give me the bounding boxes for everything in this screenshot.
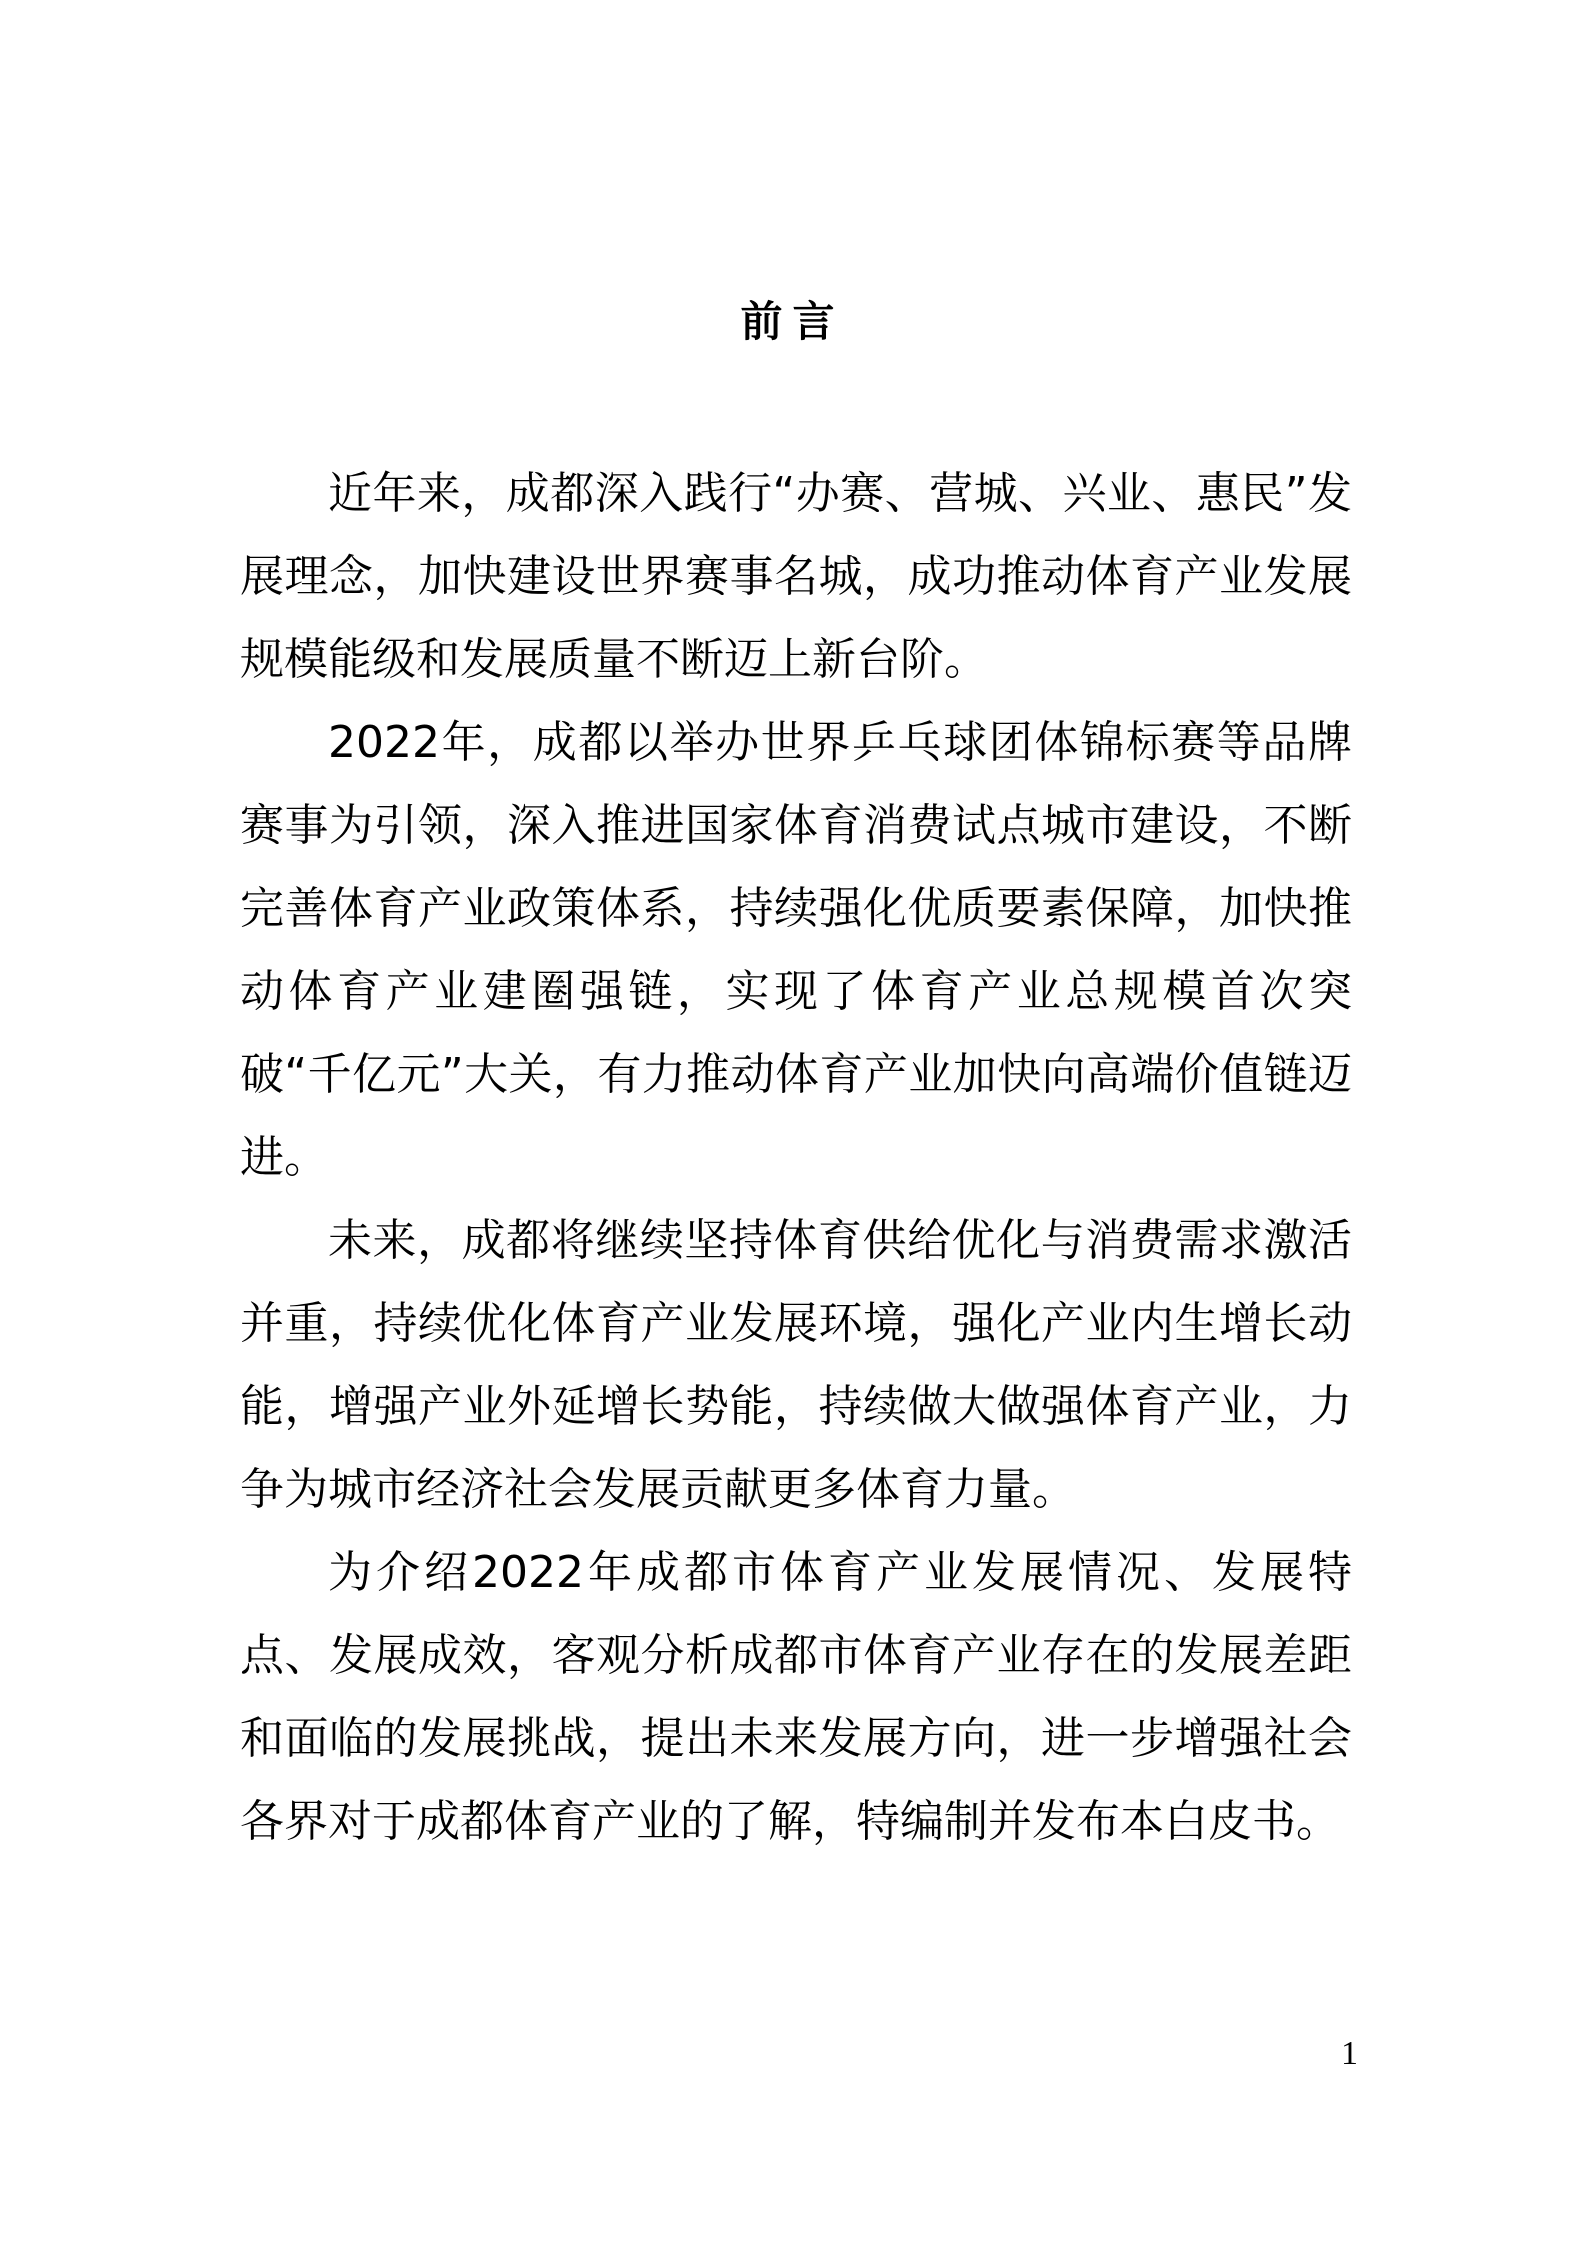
page-title: 前言	[740, 297, 845, 346]
paragraph-4: 为介绍2022年成都市体育产业发展情况、发展特点、发展成效，客观分析成都市体育产业存在的发展差距和面临的发展挑战，提出未来发展方向，进一步增强社会各界对于成都体育产业的了解，特编制并发布本白皮书。	[240, 1547, 1352, 1847]
paragraph-2: 2022年，成都以举办世界乒乓球团体锦标赛等品牌赛事为引领，深入推进国家体育消费试点城市建设，不断完善体育产业政策体系，持续强化优质要素保障，加快推动体育产业建圈强链，实现了体育产业总规模首次突破“千亿元”大关，有力推动体育产业加快向高端价值链迈进。	[240, 717, 1352, 1183]
body-text	[240, 452, 1352, 1863]
page-number: 1	[1341, 2035, 1358, 2072]
paragraph-1: 近年来，成都深入践行“办赛、营城、兴业、惠民”发展理念，加快建设世界赛事名城，成功推动体育产业发展规模能级和发展质量不断迈上新台阶。	[240, 468, 1352, 685]
paragraph-3: 未来，成都将继续坚持体育供给优化与消费需求激活并重，持续优化体育产业发展环境，强化产业内生增长动能，增强产业外延增长势能，持续做大做强体育产业，力争为城市经济社会发展贡献更多体育力量。	[240, 1215, 1352, 1515]
